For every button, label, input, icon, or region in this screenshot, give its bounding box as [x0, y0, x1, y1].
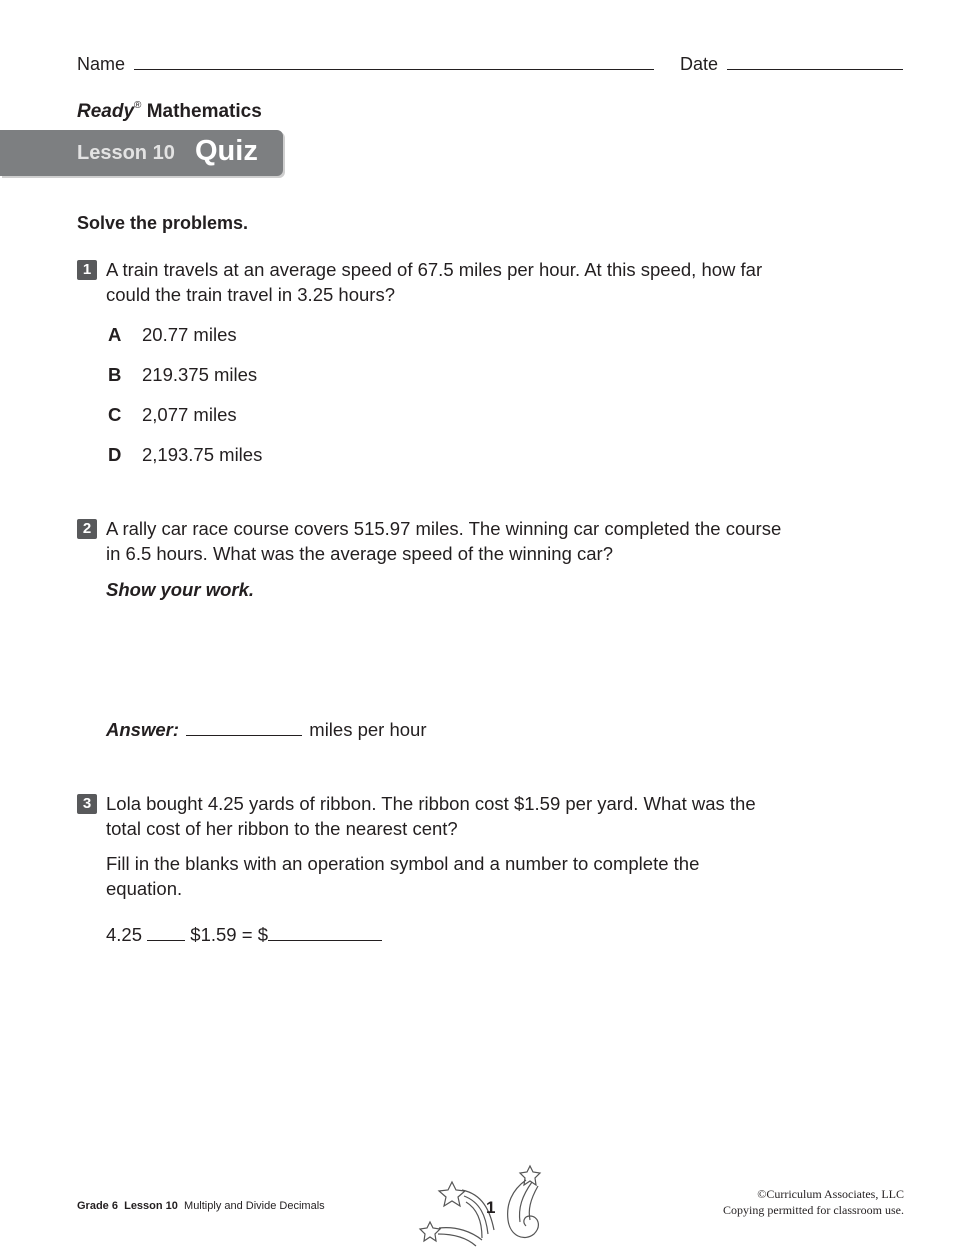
question-2-line-1: A rally car race course covers 515.97 miles. The winning car completed the course	[106, 518, 782, 539]
lesson-label: Lesson 10	[77, 142, 175, 164]
question-1-line-1: A train travels at an average speed of 67.5 miles per hour. At this speed, how far	[106, 259, 763, 280]
equation-term-a: 4.25	[106, 924, 143, 945]
choice-d[interactable]	[108, 444, 262, 466]
equals-sign: =	[241, 924, 253, 945]
choice-a[interactable]	[108, 324, 237, 346]
answer-blank[interactable]	[186, 721, 302, 736]
question-3-line-4: equation.	[106, 878, 183, 899]
date-field[interactable]	[727, 55, 903, 70]
name-field[interactable]	[134, 55, 654, 70]
lesson-banner	[0, 130, 283, 176]
footer-copyright-block	[723, 1186, 904, 1218]
question-2-line-2: in 6.5 hours. What was the average speed of the winning car?	[106, 543, 613, 564]
question-1-text	[106, 257, 786, 307]
registered-mark: ®	[134, 99, 142, 111]
choice-text: 219.375 miles	[142, 364, 258, 385]
show-work-label: Show your work.	[106, 579, 255, 600]
choice-text: 2,077 miles	[142, 404, 237, 425]
permission-text: Copying permitted for classroom use.	[723, 1203, 904, 1217]
date-label: Date	[680, 54, 719, 74]
choice-b[interactable]	[108, 364, 257, 386]
dollar-sign: $	[257, 924, 268, 945]
name-row	[77, 54, 654, 75]
copyright-text: ©Curriculum Associates, LLC	[757, 1187, 904, 1201]
name-label: Name	[77, 54, 126, 74]
footer-topic: Multiply and Divide Decimals	[184, 1200, 325, 1212]
brand-mathematics: Mathematics	[146, 101, 262, 122]
answer-row	[106, 717, 786, 742]
instructions: Solve the problems.	[77, 213, 249, 233]
date-row	[680, 54, 903, 75]
brand-title	[77, 101, 262, 123]
result-blank[interactable]	[268, 926, 382, 941]
equation-term-b: $1.59	[190, 924, 237, 945]
brand-ready: Ready	[77, 101, 135, 122]
question-3-text	[106, 791, 786, 841]
shooting-star-icon	[439, 1182, 465, 1206]
operation-blank[interactable]	[147, 926, 185, 941]
question-1-line-2: could the train travel in 3.25 hours?	[106, 284, 395, 305]
answer-unit: miles per hour	[309, 719, 427, 740]
footer-lesson-info	[77, 1200, 325, 1212]
page-number: 1	[486, 1198, 496, 1217]
question-number-1: 1	[77, 260, 97, 280]
star-swirl-icon	[412, 1160, 552, 1250]
question-2-text	[106, 516, 786, 566]
question-3-line-3: Fill in the blanks with an operation symbol and a number to complete the	[106, 853, 700, 874]
question-3-line-1: Lola bought 4.25 yards of ribbon. The ribbon cost $1.59 per yard. What was the	[106, 793, 756, 814]
shooting-star-icon	[420, 1222, 440, 1241]
choice-letter: A	[108, 324, 122, 345]
choice-c[interactable]	[108, 404, 237, 426]
choice-text: 20.77 miles	[142, 324, 237, 345]
quiz-label: Quiz	[195, 135, 258, 167]
choice-letter: D	[108, 444, 122, 465]
choice-letter: B	[108, 364, 122, 385]
footer-lesson: Lesson 10	[124, 1200, 178, 1212]
equation-row	[106, 922, 786, 947]
choice-text: 2,193.75 miles	[142, 444, 263, 465]
question-3-directions	[106, 851, 786, 901]
answer-label: Answer:	[106, 719, 179, 740]
footer-grade: Grade 6	[77, 1200, 118, 1212]
question-number-3: 3	[77, 794, 97, 814]
question-number-2: 2	[77, 519, 97, 539]
choice-letter: C	[108, 404, 122, 425]
question-3-line-2: total cost of her ribbon to the nearest cent?	[106, 818, 458, 839]
